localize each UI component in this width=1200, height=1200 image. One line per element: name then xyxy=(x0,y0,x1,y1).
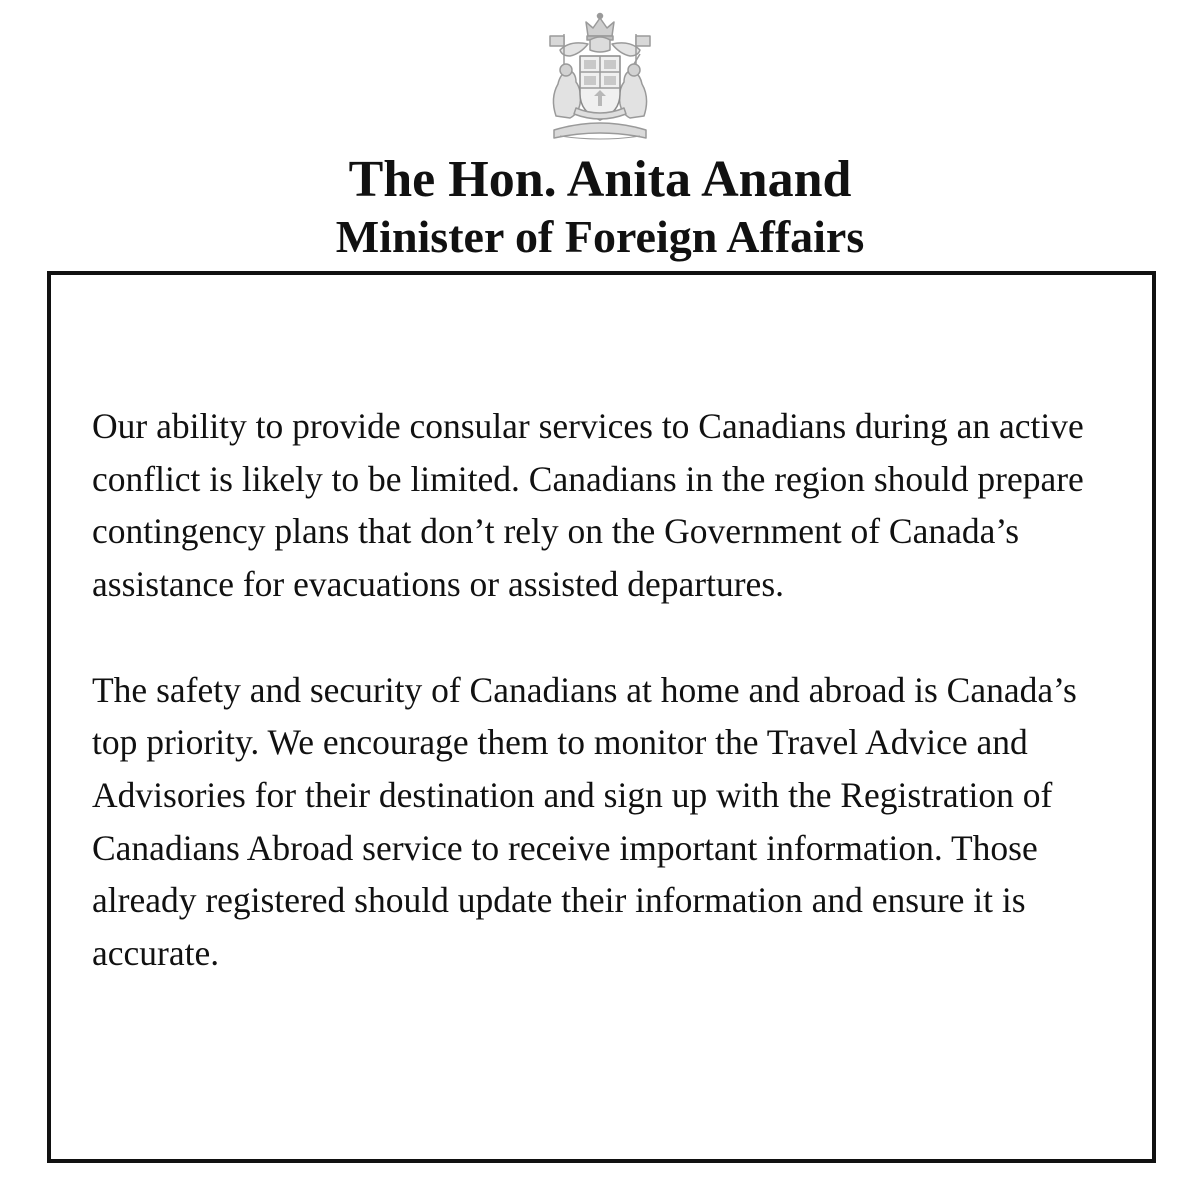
minister-name: The Hon. Anita Anand xyxy=(348,151,852,208)
statement-paragraph: The safety and security of Canadians at home and abroad is Canada’s top priority. We encourage them to monitor the Travel Advice and Advisories for their destination and sign up with the Registration of Canadians Abroad service to receive important information. Those already registered should update their information and ensure it is accurate. xyxy=(92,669,1077,974)
minister-title: Minister of Foreign Affairs xyxy=(335,211,865,262)
coat-of-arms-icon xyxy=(540,10,660,145)
statement-paragraph: Our ability to provide consular services to Canadians during an active conflict is likely to be limited. Canadians in the region should prepare contingency plans that don’t rely on the Government of Canada’s assistance for evacuations or assisted departures. xyxy=(92,406,1084,605)
statement-body xyxy=(92,400,1122,980)
statement-box xyxy=(47,271,1156,1163)
